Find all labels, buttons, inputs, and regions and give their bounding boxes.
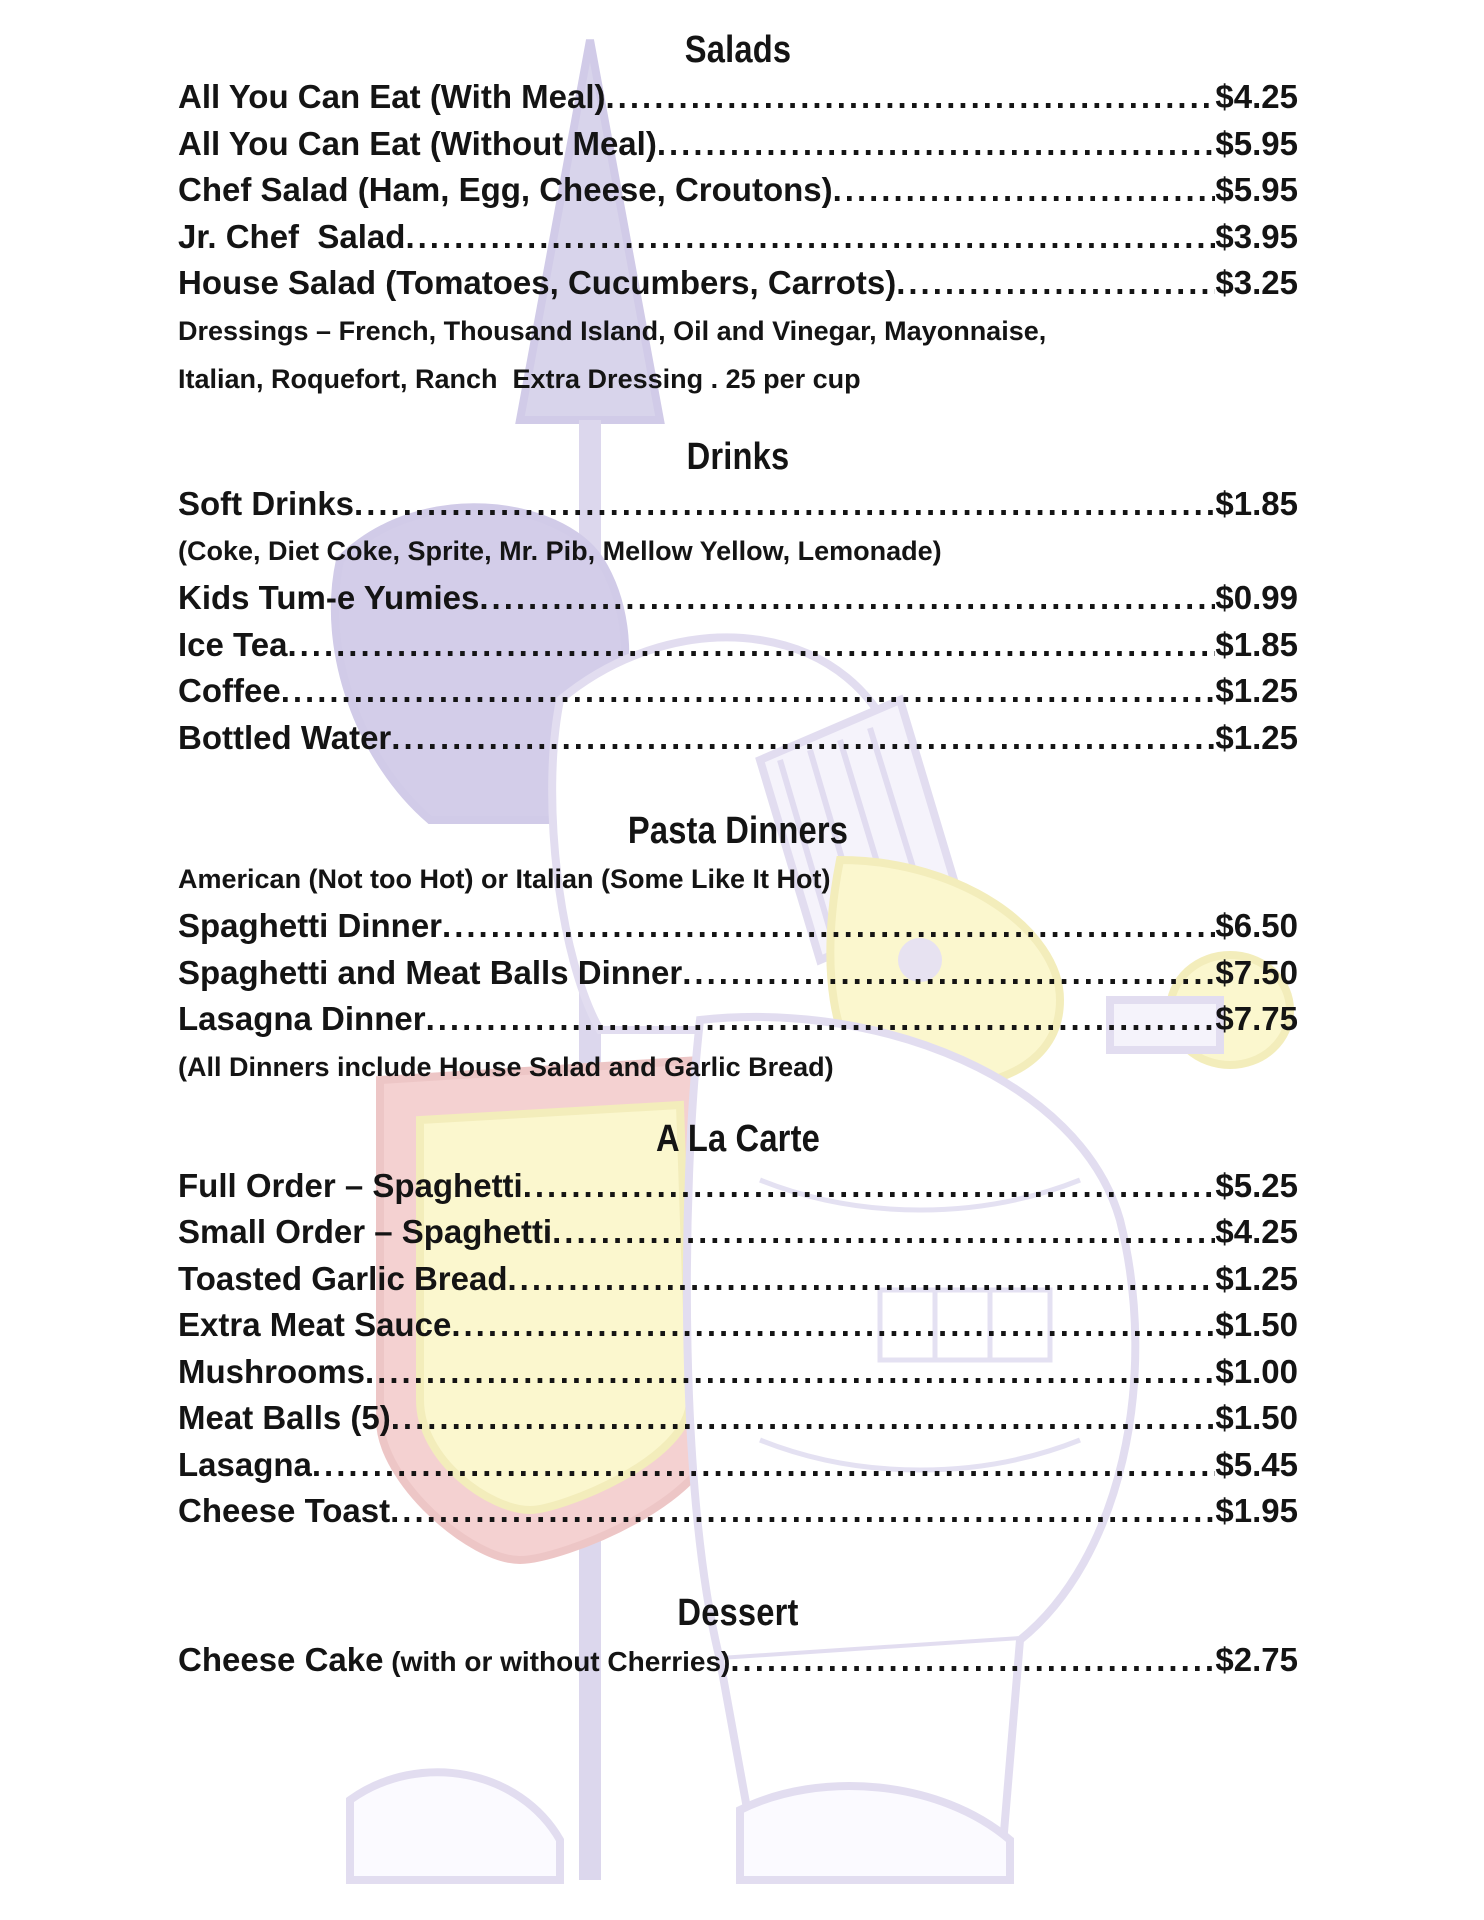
section-title-drinks: Drinks [686,435,790,478]
menu-item: Soft Drinks ..... $1.85 [178,481,1298,528]
dressings-note: Dressings – French, Thousand Island, Oil and Vinegar, Mayonnaise, [178,315,1047,346]
alacarte-section [178,1115,1298,1535]
menu-item: All You Can Eat (Without Meal) ..... $5.95 [178,121,1298,168]
section-title-salads: Salads [684,29,792,71]
section-title-alacarte: A La Carte [656,1117,820,1160]
menu-item: Coffee ..... $1.25 [178,668,1298,715]
section-title-pasta: Pasta Dinners [627,810,849,852]
menu-item: Mushrooms ..... $1.00 [178,1349,1298,1396]
drinks-section [178,433,1298,762]
menu-item: Meat Balls (5) ..... $1.50 [178,1395,1298,1442]
menu-item: Cheese Cake (with or without Cherries) ..... $2.75 [178,1637,1298,1686]
menu-item: Cheese Toast ..... $1.95 [178,1488,1298,1535]
menu-item: Toasted Garlic Bread ..... $1.25 [178,1256,1298,1303]
dessert-section [178,1589,1298,1686]
menu-item: Kids Tum-e Yumies ..... $0.99 [178,575,1298,622]
section-title-dessert: Dessert [677,1591,799,1634]
menu-item: House Salad (Tomatoes, Cucumbers, Carrots) ..... $3.25 [178,260,1298,307]
menu-item: Bottled Water ..... $1.25 [178,715,1298,762]
soft-drinks-note: (Coke, Diet Coke, Sprite, Mr. Pib, Mellow Yellow, Lemonade) [178,536,942,566]
pasta-style-note: American (Not too Hot) or Italian (Some Like It Hot) [178,864,831,894]
menu-item: Lasagna ..... $5.45 [178,1442,1298,1489]
menu-item: Ice Tea ..... $1.85 [178,622,1298,669]
menu-item: Chef Salad (Ham, Egg, Cheese, Croutons) ..... $5.95 [178,167,1298,214]
menu-item: Lasagna Dinner ..... $7.75 [178,996,1298,1043]
menu-item: All You Can Eat (With Meal) ..... $4.25 [178,74,1298,121]
menu-item: Extra Meat Sauce ..... $1.50 [178,1302,1298,1349]
menu-item: Spaghetti and Meat Balls Dinner ..... $7.50 [178,950,1298,997]
menu-item: Jr. Chef Salad ..... $3.95 [178,214,1298,261]
pasta-section [178,807,1298,1091]
salads-section [178,26,1298,403]
dressings-note: Italian, Roquefort, Ranch Extra Dressing . 25 per cup [178,363,861,394]
menu-content [178,26,1298,1685]
menu-item: Spaghetti Dinner ..... $6.50 [178,903,1298,950]
menu-item: Small Order – Spaghetti ..... $4.25 [178,1209,1298,1256]
menu-item: Full Order – Spaghetti ..... $5.25 [178,1163,1298,1210]
dinners-include-note: (All Dinners include House Salad and Garlic Bread) [178,1051,834,1082]
